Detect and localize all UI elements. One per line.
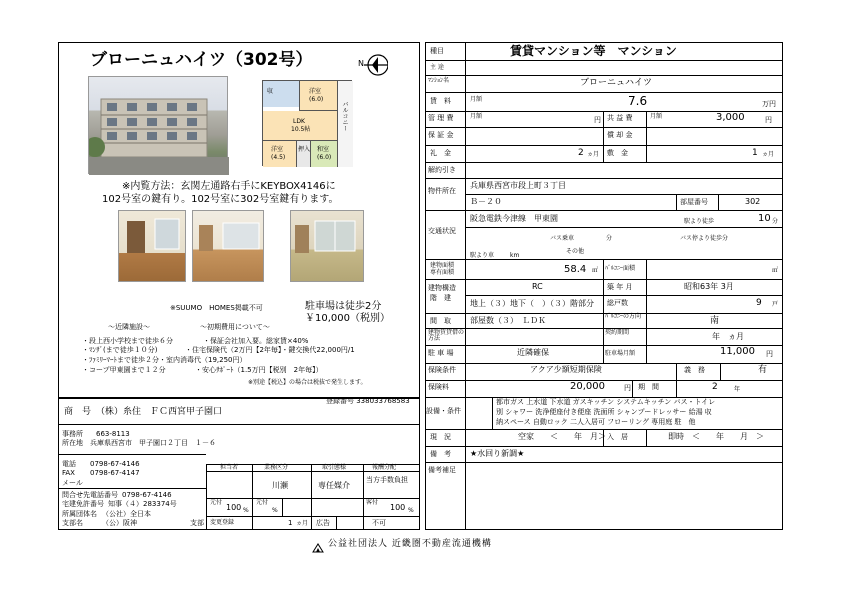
common-fee-unit: 円	[765, 116, 772, 124]
nearby-4: ・コープ甲東園まで１２分	[82, 366, 166, 374]
floors-label: 階 建	[430, 294, 451, 302]
bus-stop-unit: 分	[722, 235, 729, 242]
office-value: 663-8113	[96, 430, 130, 438]
fp-room1: 洋室	[309, 88, 322, 95]
branch-value: （公）阪神	[102, 519, 137, 527]
change-register-label: 変更登録	[210, 519, 235, 526]
insurance-fee-label: 保険料	[428, 383, 449, 391]
viewing-note-1: ※内覧方法：玄関左通路右手にKEYBOX4146に	[122, 181, 336, 192]
term-value: 年 ヵ月	[712, 332, 744, 341]
common-fee-value: 3,000	[716, 112, 745, 123]
special-label: 主 途	[430, 64, 444, 71]
fp-storage: 収	[267, 88, 274, 95]
balcony-direction-value: 南	[710, 316, 720, 326]
insurance-condition-value: アクア少額短期保険	[530, 365, 602, 374]
association-label: 所属団体名	[62, 510, 97, 518]
parking-note-1: 駐車場は徒歩2分	[305, 301, 382, 312]
floor-plan	[262, 80, 352, 166]
management-fee-unit: 円	[594, 116, 601, 124]
term-label: 契約期間	[605, 329, 630, 336]
parking-fee-unit: 円	[766, 350, 773, 358]
walk-label: 駅より徒歩	[684, 218, 715, 225]
bus-unit: 分	[606, 235, 613, 242]
balcony-direction-label: ﾊﾞﾙｺﾆｰの方向	[605, 313, 642, 320]
tel-label: 電話	[62, 460, 76, 468]
total-units-label: 総戸数	[607, 299, 628, 307]
suumo-note: ※SUUMO HOMES掲載不可	[170, 304, 263, 312]
compass-icon	[358, 52, 388, 78]
deposit-value: 1	[752, 148, 758, 158]
ad-label: 広告	[316, 519, 330, 527]
contact-value: 0798-67-4146	[122, 491, 172, 499]
obligation-label: 義 務	[684, 366, 705, 374]
fp-closet: 押入	[298, 146, 311, 153]
fp-room2-size: (4.5)	[271, 154, 286, 161]
association-logo-icon	[312, 538, 324, 548]
balcony-area-unit: ㎡	[772, 267, 779, 274]
listing-period-unit: ヵ月	[296, 520, 309, 527]
viewing-note-2: 102号室の鍵有り。102号室に302号室鍵有ります。	[102, 194, 339, 205]
contact-label: 問合せ先電話番号	[62, 491, 118, 499]
layout-label: 間 取	[430, 317, 451, 325]
insurance-fee-value: 20,000	[570, 381, 605, 392]
remarks-label: 備 考	[430, 450, 451, 458]
rent-value: 7.6	[628, 94, 648, 108]
status-label: 現 況	[430, 433, 451, 441]
building-photo	[88, 76, 228, 174]
cost-1: ・保証会社加入要。総家賃×40%	[203, 337, 309, 345]
move-in-label: 入 居	[607, 433, 628, 441]
parking-fee-label: 駐車場月額	[605, 350, 636, 357]
deposit-label: 敷 金	[607, 149, 628, 157]
station-value: 阪急電鉄今津線 甲東園	[470, 214, 558, 223]
traffic-label: 交通状況	[428, 227, 456, 235]
share-3-label: 客付	[366, 499, 379, 506]
management-fee-sub: 月額	[470, 113, 483, 120]
nearby-1: ・段上西小学校まで徒歩６分	[82, 337, 173, 345]
car-label: 駅より車	[470, 252, 495, 259]
agent-table-h3: 取引態様	[322, 464, 347, 471]
initial-cost-heading: ～初期費用について～	[200, 323, 270, 331]
address-label: 所在地	[62, 439, 83, 447]
layout-value: 部屋数（３） ＬＤＫ	[470, 316, 546, 325]
insurance-period-value: 2	[712, 382, 718, 392]
common-fee-sub: 月額	[650, 113, 663, 120]
nearby-2: ・ﾏﾝｻﾞ(まで徒歩１０分)	[82, 346, 158, 354]
location-label: 物件所在	[428, 187, 456, 195]
room-number-label: 部屋番号	[680, 198, 708, 206]
kind-label: 種目	[430, 47, 444, 55]
amortization-label: 償 却 金	[607, 131, 633, 139]
association-value: （公社）全日本	[102, 510, 151, 518]
footer-text: 公益社団法人 近畿圏不動産流通機構	[328, 539, 492, 549]
property-title: ブローニュハイツ（302号）	[90, 50, 313, 70]
staff-name: 川瀬	[272, 481, 288, 490]
key-money-label: 礼 金	[430, 149, 451, 157]
area-label: 建物面積	[430, 262, 455, 269]
license-number: 登録番号 338033768583	[326, 397, 410, 405]
branch-suffix: 支部	[190, 519, 204, 527]
interior-photo-1	[118, 210, 186, 282]
management-fee-label: 管 理 費	[428, 114, 454, 122]
fp-ldk-size: 10.5帖	[291, 126, 311, 133]
equipment-label: 設備・条件	[426, 407, 461, 415]
building-name: ブローニュハイツ	[580, 78, 653, 88]
insurance-period-unit: 年	[734, 386, 741, 393]
share-2-unit: %	[272, 507, 278, 514]
fp-room2: 洋室	[271, 146, 284, 153]
parking-label: 駐 車 場	[428, 349, 454, 357]
interior-photo-3	[290, 210, 364, 282]
area-unit: ㎡	[592, 267, 599, 274]
fp-balcony: バルコニー	[341, 101, 348, 131]
built-label: 築 年 月	[607, 283, 633, 291]
share-1-value: 100	[226, 503, 242, 512]
insurance-condition-label: 保険条件	[428, 366, 456, 374]
share-1-unit: %	[243, 507, 249, 514]
equipment-line-2: 別 シャワー 洗浄便座付き便座 洗面所 シャンプードレッサー 給湯 収	[496, 408, 712, 416]
fax-label: FAX	[62, 469, 75, 477]
building-name-label: ﾏﾝｼｮﾝ名	[428, 77, 450, 84]
office-label: 事務所	[62, 430, 83, 438]
tel-value: 0798-67-4146	[90, 460, 140, 468]
fax-value: 0798-67-4147	[90, 469, 140, 477]
floors-value: 地上（３）地下（ ）（３）階部分	[470, 299, 594, 308]
share-2-label: 元付	[256, 499, 269, 506]
cost-2: ・住宅保険代（2万円【2年毎】・鍵交換代22,000円/1	[185, 346, 355, 354]
listing-period-value: 1	[288, 519, 293, 527]
realtor-license-value: 知事（４）283374号	[108, 500, 177, 508]
insurance-fee-unit: 円	[624, 384, 631, 392]
share-3-value: 100	[390, 503, 406, 512]
parking-value: 近隣確保	[517, 348, 549, 357]
guarantee-label: 保 証 金	[428, 131, 454, 139]
insurance-period-label: 期 間	[638, 383, 659, 391]
location-value: 兵庫県西宮市段上町３丁目	[470, 181, 566, 190]
other-label: その他	[566, 248, 585, 255]
bus-stop-label: バス停より徒歩	[680, 235, 723, 242]
total-units-unit: 戸	[772, 301, 779, 308]
walk-value: 10	[758, 213, 771, 224]
room-number-value: 302	[745, 197, 761, 206]
agent-table	[206, 464, 420, 530]
cost-3: ・安心ｻﾎﾟｰﾄ（1.5万円【税別 2年毎】）	[195, 366, 323, 374]
obligation-value: 有	[758, 365, 768, 375]
structure-value: RC	[532, 282, 543, 291]
rent-sub: 月額	[470, 96, 483, 103]
mediation-type: 専任媒介	[318, 481, 350, 490]
remarks-value: ★水回り新調★	[470, 449, 525, 458]
kind-value: 賃貸マンション等 マンション	[510, 44, 677, 58]
common-fee-label: 共 益 費	[607, 114, 633, 122]
equipment-line-3: 納スペース 自動ロック 二人入居可 フローリング 専用庭 駐 他	[496, 418, 696, 426]
trade-name-label: 商 号	[64, 407, 92, 417]
fp-ldk: LDK	[293, 118, 305, 125]
fp-room3: 和室	[317, 146, 330, 153]
car-unit: km	[510, 252, 520, 259]
tax-note: ※別途【税込】の場合は税抜で発生します。	[248, 379, 367, 386]
mail-label: メール	[62, 479, 83, 487]
structure-label: 建物構造	[428, 284, 456, 292]
refund-label: 解約引き	[428, 166, 456, 174]
agent-table-h1: 担当者	[220, 464, 239, 471]
share-1-label: 元付	[210, 499, 223, 506]
parking-fee-value: 11,000	[720, 346, 755, 357]
fp-room1-size: (6.0)	[309, 96, 324, 103]
share-3-unit: %	[408, 507, 414, 514]
ad-value: 不可	[372, 519, 386, 527]
agent-table-h4: 報酬分配	[372, 464, 397, 471]
branch-label: 支部名	[62, 519, 83, 527]
area-value: 58.4	[564, 264, 587, 275]
interior-photo-2	[192, 210, 264, 282]
deal-type: 当方手数負担	[366, 476, 408, 484]
footer	[312, 536, 492, 549]
key-money-unit: ヵ月	[587, 151, 600, 158]
deposit-unit: ヵ月	[762, 151, 775, 158]
rent-label: 賃 料	[430, 97, 451, 105]
supplement-label: 備考補足	[428, 466, 456, 474]
walk-unit: 分	[772, 218, 779, 225]
bus-label: バス乗車	[550, 235, 575, 242]
built-value: 昭和63年 3月	[684, 282, 734, 291]
realtor-license-label: 宅建免許番号	[62, 500, 104, 508]
total-units-value: 9	[756, 298, 762, 308]
rent-unit: 万円	[762, 100, 776, 108]
nearby-3: ・ﾌｧﾐﾘｰﾏｰﾄまで徒歩２分・室内消毒代（19,250円）	[82, 356, 247, 364]
status-value: 空家 ＜ 年 月＞	[518, 432, 606, 441]
block-value: Ｂ－２０	[470, 197, 502, 206]
nearby-heading: ～近隣施設～	[108, 323, 150, 331]
address-value: 兵庫県西宮市 甲子園口２丁目 １－６	[90, 439, 216, 447]
fp-room3-size: (6.0)	[317, 154, 332, 161]
area-sub: 専有面積	[430, 269, 455, 276]
key-money-value: 2	[578, 148, 584, 158]
equipment-line-1: 都市ガス 上水道 下水道 ガスキッチン システムキッチン バス・トイレ	[496, 398, 716, 406]
compass-north-label: N	[358, 59, 364, 68]
trade-name: （株）糸住 ＦＣ西宮甲子園口	[96, 407, 223, 417]
move-in-value: 即時 ＜ 年 月 ＞	[668, 432, 764, 441]
parking-note-2: ￥10,000（税別）	[305, 313, 390, 324]
agent-table-h2: 業務区分	[264, 464, 289, 471]
contract-label: 建物賃貸借の方法	[428, 329, 465, 342]
balcony-area-label: ﾊﾞﾙｺﾆｰ面積	[605, 265, 636, 272]
